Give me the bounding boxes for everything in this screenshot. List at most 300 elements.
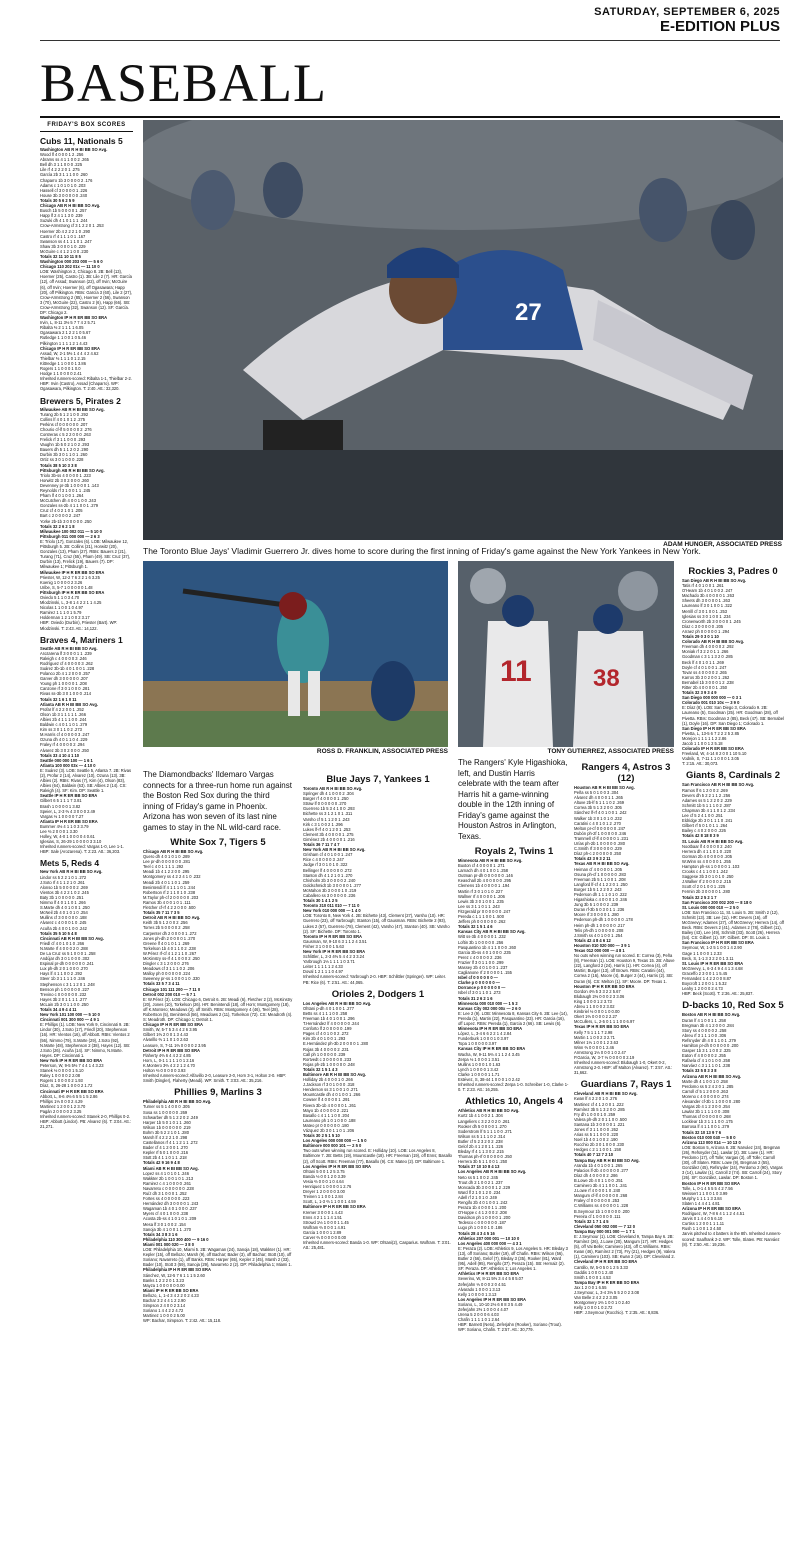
batting-line: Totals 34 4 9 4 4 11 xyxy=(40,1007,77,1012)
game-headline: Brewers 5, Pirates 2 xyxy=(40,395,121,406)
pitching-line: Strowd 1⅓ 1 0 0 0 1 1.45 xyxy=(303,1219,349,1225)
batting-line: Stott 2b 4 1 1 0 1 1 .218 xyxy=(143,1155,187,1161)
pitching-line: Seattle IP H R ER BB SO ERA xyxy=(40,793,98,799)
pitching-line: Jax 1 2 0 0 1 6.55 xyxy=(574,1284,607,1290)
pitching-line: Atlanta IP H R ER BB SO ERA xyxy=(40,818,98,824)
box-score xyxy=(40,136,133,392)
batting-line: Perdomo ss 5 2 4 2 0 1 .285 xyxy=(682,1083,734,1089)
batting-line: Turner ss 5 1 4 0 0 0 .305 xyxy=(143,1104,190,1110)
batting-line: Gilbert rf 5 0 1 0 1 1 .264 xyxy=(682,823,728,829)
batting-line: Moncada 3b 3 0 0 0 1 2 .229 xyxy=(458,1184,511,1190)
batting-line: Massey 2b 4 0 1 0 0 1 .237 xyxy=(458,964,508,970)
pitching-line: Stanek ⅓ 0 0 0 0 1 5.10 xyxy=(40,1068,84,1074)
batting-line: Totals 38 5 10 3 3 8 xyxy=(40,462,77,468)
pitching-line: Miami IP H R ER BB SO ERA xyxy=(143,1287,199,1293)
batting-line: Detroit AB R H BI BB SO Avg. xyxy=(143,915,201,921)
batting-line: Burger 1b 5 1 2 2 0 2 .243 xyxy=(574,886,622,892)
pitching-line: Leiter 1 1 1 1 1 2 4.33 xyxy=(303,964,343,970)
batting-line: Meadi 1b 4 1 2 2 0 0 .295 xyxy=(143,869,190,875)
batting-line: C.Williams ss 4 0 0 0 0 1 .228 xyxy=(574,1203,629,1209)
pitching-line: Rogers 1 0 0 0 0 2 1.93 xyxy=(40,1078,83,1084)
game-tail-notes: Inherited runners-scored: Blubaugh 1-0, Okert 0-2, Armstrong 2-0. HBP: off Malton (Alvarez). T: 3:57. Att.: 31,662. xyxy=(574,1060,673,1076)
batting-line: Nimmo lf 4 0 1 1 0 1 .266 xyxy=(40,900,86,906)
batting-line: Dubón ph-2f 1 0 0 0 0 0 .246 xyxy=(574,830,627,836)
box-scores-column-5 xyxy=(574,758,678,1538)
pitching-line: Armstrong 1⅓ 0 0 0 1 0 2.47 xyxy=(574,1049,626,1055)
batting-line: Lindor ss 5 2 2 1 0 1 .272 xyxy=(40,874,87,880)
batting-line: Stanton dh 4 1 2 1 0 1 .270 xyxy=(303,872,353,878)
batting-line: Baty 3b 1 0 0 0 0 0 .251 xyxy=(40,894,84,900)
pitching-line: Montgomery 1⅔ 1 0 0 1 0 2.40 xyxy=(574,1300,630,1306)
pitching-line: New York IP H R ER BB SO ERA xyxy=(303,949,366,954)
batting-line: Chapman 3b 4 1 1 0 1 2 .234 xyxy=(682,807,736,813)
batting-line: Lugo ph 1 0 0 0 1 0 .186 xyxy=(458,1225,503,1231)
batting-line: Wallner rf 4 0 0 0 0 1 .206 xyxy=(458,893,505,899)
batting-line: Herrera 3b 5 1 1 0 0 1 .250 xyxy=(458,1159,508,1165)
pitching-line: Estévez, S, 38-44 1 0 0 0 1 0 2.42 xyxy=(458,1077,520,1083)
batting-line: Adams c 1 0 1 0 1 0 .203 xyxy=(40,182,86,188)
pitching-line: Jacob 1 1 0 0 1 2 5.18 xyxy=(682,741,723,746)
batting-line: Isbel cf 3 0 1 1 0 1 .273 xyxy=(458,990,501,996)
box-scores-column-1 xyxy=(40,120,133,1538)
batting-line: O'Hearn 1b 4 0 1 0 0 2 .247 xyxy=(682,588,733,594)
batting-line: Texas AB R H BI BB SO Avg. xyxy=(574,861,630,867)
batting-line: Doyle cf 4 0 1 0 0 1 .247 xyxy=(682,664,727,670)
batting-line: J.Smith ss 4 0 1 0 0 1 .254 xyxy=(574,932,623,938)
box-score xyxy=(574,1079,678,1315)
pitching-line: Treinen 1 1 0 0 1 2.84 xyxy=(303,1194,343,1200)
game-headline: Athletics 10, Angels 4 xyxy=(465,1096,563,1108)
pitching-line: McCullers, L, 2-5 0 1 1 1 0 0 6.97 xyxy=(574,1019,635,1025)
game-notes: E: Díaz (8). LOB: San Diego 3, Colorado 9. 2B: Laureano (5), Goodman (25). HR: Goodman (28), off Pivetta. RBIs: Goodman 2 (85), Beck (47). SB: Bernabel (1), Doyle (16). DP: San Diego 1; Colorado 1. xyxy=(682,705,784,726)
batting-line: Palacios lf-2b 4 0 0 0 0 0 .277 xyxy=(574,1167,629,1173)
batting-line: Totals 42 8 18 8 3 9 xyxy=(682,833,719,839)
pitching-line: Ramirez 1 1 1 0 1 5.79 xyxy=(40,610,82,616)
pitching-line: Milner 1⅓ 1 0 0 1 2 3.63 xyxy=(574,1039,619,1045)
vargas-swing-illustration xyxy=(143,561,448,747)
batting-line: Devenney pr-3b 1 0 0 0 0 1 .143 xyxy=(40,482,99,488)
batting-line: Osuna ph-cf 1 0 0 0 0 0 .283 xyxy=(574,871,626,877)
pitching-line: Thielbar ⅔ 1 1 1 0 1 2.15 xyxy=(40,355,86,361)
batting-line: Suárez 3b-1b 4 0 1 0 0 1 .228 xyxy=(40,666,95,671)
batting-line: Refsnyder dh 4 0 1 1 0 1 .279 xyxy=(682,1037,736,1043)
game-tail-notes: Inherited runners-scored: Banda 1-0. WP: Ohtani(2), Casparius. Wolfram. T: 3:01. Att.: 25,481. xyxy=(303,1240,451,1251)
batting-line: New York 101 100 000 — 5 10 0 xyxy=(40,1012,100,1018)
batting-line: García 2b 3 1 1 1 0 0 .260 xyxy=(40,172,88,178)
batting-line: Bleday rf 4 1 1 3 0 2 .215 xyxy=(458,1149,504,1155)
game-tail-notes: HBP: Oviedo (Durbin), Priester (Bart). WP: Mlodzinski. T: 2:43. Att.: 14,122. xyxy=(40,620,118,631)
batting-line: Totals 30 5 6 2 5 9 xyxy=(40,197,75,203)
pitching-line: Boycroft 1 2 0 0 1 1 5.32 xyxy=(682,981,727,987)
game-notes: LOB: San Francisco 11, St. Louis 5. 2B: Smith 2 (12), Schmitt (13). 3B: Lee (11). HR: Devers (16), off McGreevy; Adames (27), off McGreevy; Herrera (14), off Beck. RBIs: Devers 2 (41), Adames 2 (78), Gilbert (11), Bailey (43), Lee (49), Schmitt (33), Scott (26), Herrera (54). CS: Gilbert (1). SF: Gilbert. DP: St. Louis 1. xyxy=(682,909,784,941)
pitching-line: Gilbert 6 5 1 1 1 7 3.81 xyxy=(40,798,82,804)
batting-line: Toronto 310 011 010 — 7 11 0 xyxy=(303,903,360,909)
game-notes: E: W.Pérez (3). LOB: Chicago 6, Detroit 6. 2B: Meadi (6), Fletcher 2 (2), McKinstry (20), Jones (10), Torkelson (26). HR: Benintendi (18), off Horn; Montgomery (18), off K.Montero; Meadows (3), off Smith. RBIs: Montgomery 4 (46), Teel (28), Robertson (5), Benintendi (56), Meadows 2 (11), Torkelson (72). CS: Meadroth (4). S: Meadroth. DP: Chicago 1; Detroit 1. xyxy=(143,996,293,1023)
batting-line: Bell dh 3 1 1 0 0 0 .225 xyxy=(40,162,83,168)
batting-line: Mayo 1b 4 0 0 0 0 2 .221 xyxy=(303,1107,349,1113)
pitching-line: Martinez 1 0 0 0 2 5.00 xyxy=(143,1313,185,1319)
box-scores-column-2 xyxy=(143,770,293,1538)
box-scores-column-4 xyxy=(458,758,570,1538)
batting-line: Totals 32 11 10 11 8 5 xyxy=(40,253,81,259)
pitching-line: Kelly 1 0 0 0 1 0 2.72 xyxy=(574,1305,613,1311)
pitching-line: Los Angeles IP H R ER BB SO ERA xyxy=(303,1163,372,1169)
pitching-line: Hodge 1 1 0 0 0 0 2.41 xyxy=(40,371,82,377)
batting-line: Keith 3b 5 1 2 0 0 2 .256 xyxy=(143,920,188,926)
pitching-line: Pittsburgh IP H R ER BB SO ERA xyxy=(40,589,105,595)
batting-line: Philadelphia AB R H BI BB SO Avg. xyxy=(143,1099,212,1105)
batting-line: Boston AB R H BI BB SO Avg. xyxy=(682,1012,741,1018)
batting-line: Sweeney pr-ss 1 0 0 0 1 0 .330 xyxy=(143,976,200,982)
pitching-line: Washington IP H R ER BB SO ERA xyxy=(40,315,108,321)
game-headline: Cubs 11, Nationals 5 xyxy=(40,136,123,146)
pitching-line: Kittredge 1 1 0 0 0 1 3.86 xyxy=(40,360,86,366)
batting-line: Castellanos rf 4 1 1 2 1 1 .272 xyxy=(143,1140,198,1146)
pitching-line: Alvarado 1 0 0 0 1 3.13 xyxy=(458,1286,501,1292)
batting-line: Cronenworth 2b 3 0 0 0 0 1 .245 xyxy=(682,618,741,624)
batting-line: Myers cf 4 0 1 0 0 0 .238 xyxy=(143,1211,189,1217)
batting-line: Carroll cf 5 1 2 0 0 0 .263 xyxy=(682,1088,728,1094)
batting-line: Tovar ss 4 0 0 0 0 2 .265 xyxy=(682,669,727,675)
batting-line: Martin rf 3 0 1 0 1 0 .227 xyxy=(458,888,503,894)
pitching-line: Kelly 7 5 1 1 1 7 2.98 xyxy=(574,1029,613,1035)
batting-line: Trout dh 2 1 0 0 2 1 .237 xyxy=(458,1179,503,1185)
box-score xyxy=(40,396,133,631)
batting-line: Acosta 2b-ss 4 1 0 1 0 1 .209 xyxy=(143,1216,197,1222)
batting-line: Contreras c 5 2 2 0 0 0 .263 xyxy=(40,431,91,437)
batting-line: Goldschmidt 1b 3 0 0 0 0 1 .277 xyxy=(303,882,362,888)
pitching-line: Zerpa ⅓ 1 0 0 0 1 3.51 xyxy=(458,1056,500,1062)
batting-line: Hamilton pr-dh 0 0 0 0 0 0 .200 xyxy=(682,1042,739,1048)
pitching-line: Arizona IP H R ER BB SO ERA xyxy=(682,1205,741,1211)
batting-line: Kim 2b 4 0 1 0 0 1 .293 xyxy=(303,1036,346,1042)
pitching-line: Raley 1 0 0 0 0 2 2.08 xyxy=(40,1073,81,1079)
game-headline: Blue Jays 7, Yankees 1 xyxy=(326,774,430,785)
rangers-celebration-illustration xyxy=(458,561,674,747)
batting-line: Jones rf 3 1 1 0 0 0 .262 xyxy=(574,1127,619,1132)
batting-line: Díaz ph-c 2 0 0 0 0 0 .250 xyxy=(574,851,622,857)
batting-line: Houston 010 020 000 — 3 9 1 xyxy=(574,942,630,948)
batting-line: C.Smith rf 3 0 0 0 0 0 .229 xyxy=(574,846,622,852)
games-column-3 xyxy=(303,774,453,1250)
batting-line: Atlanta AB R H BI BB SO Avg. xyxy=(40,701,98,707)
batting-line: B.Lowe 2b 4 0 1 1 0 0 .251 xyxy=(574,1177,623,1183)
pitching-line: Rush 1 1 0 0 1 3 4.50 xyxy=(682,1226,722,1232)
batting-line: Totals 32 3 9 3 4 9 xyxy=(682,690,717,696)
batting-line: Alvarez c 4 0 0 0 1 0 .245 xyxy=(40,920,87,926)
pitching-line: Blubaugh 2⅓ 0 0 0 2 3 3.06 xyxy=(574,993,625,999)
pitching-line: Weissert 1 1 0 0 1 0 3.99 xyxy=(682,1190,728,1196)
batting-line: Díaz c 3 0 0 0 0 0 .205 xyxy=(682,623,724,629)
pitching-line: Clarke 1 0 0 0 0 1 1.71 xyxy=(458,1071,500,1077)
game-notes: E: Phillips (1). LOB: New York 9, Cincinnati 9. 2B: Lindor (30), J.Soto (17), Friedl (20), Stephenson (16). HR: Vientos (16), off Abbott. RBIs: Vientos 2 (56), Nimmo (79), S.Marte (29), J.Soto (92), N.Marte (48), Stephenson 2 (38), Hayes (12). SB: J.Soto (26). Acuña (14). SF: Nimmo, N.Marte. Hayes. DP: Cincinnati 1. xyxy=(40,1022,131,1058)
batting-line: Rojas ph-2b 1 0 0 0 0 0 .248 xyxy=(303,1061,355,1067)
batting-line: W.Pérez rf-cf 4 1 2 1 1 0 .267 xyxy=(143,950,197,956)
pitching-line: Bachar 3 2 4 4 1 2 2.90 xyxy=(143,1297,186,1303)
pitching-line: Philadelphia IP H R ER BB SO ERA xyxy=(143,1267,211,1273)
batting-line: Totals 42 9 16 9 4 8 xyxy=(143,1160,180,1166)
batting-line: Kurtz 1b 4 1 0 0 2 1 .304 xyxy=(458,1113,503,1119)
batting-line: Ortiz ss 3 0 1 0 0 0 .228 xyxy=(40,457,84,463)
game-notes: E: Peraza (2). LOB: Athletics 9, Los Angeles 5. HR: Bleday 3 (13), off Soriano; Butler (19), off Chafin. RBIs: Wilson (56), Butler 2 (56), Gelof (7), Bleday 3 (35), Rooker (81), Ward (95), Adell (95), Rengifo (37). Peraza (15). SB: Hernaiz (2). SF: Peraza. DP: Athletics 1; Los Angeles 1. xyxy=(458,1245,568,1272)
batting-line: J.Lowe rf 4 0 0 0 1 0 .240 xyxy=(574,1188,621,1194)
batting-line: Cincinnati AB R H BI BB SO Avg. xyxy=(40,935,104,941)
batting-line: Mesa lf 3 0 1 0 0 2 .154 xyxy=(143,1221,186,1227)
batting-line: Garver dh 3 0 0 0 0 0 .207 xyxy=(40,676,88,682)
guerrero-dive-illustration xyxy=(143,120,783,540)
game-headline: White Sox 7, Tigers 5 xyxy=(170,837,266,848)
batting-line: Ohtani p-dh 4 0 1 0 0 1 .277 xyxy=(303,1005,354,1011)
batting-line: Adames ss 5 1 2 2 0 2 .229 xyxy=(682,797,732,803)
batting-line: Totals 43 3 9 3 2 11 xyxy=(574,856,611,862)
batting-line: Benintendi lf 4 1 1 1 0 1 .244 xyxy=(143,884,196,890)
batting-line: Lee pr-dh 0 0 0 0 0 0 .281 xyxy=(143,859,191,865)
games-column-4 xyxy=(458,846,570,1332)
batting-line: Lee ss 3 1 1 0 1 1 .243 xyxy=(458,903,500,909)
pitching-line: Holley, W, 4-0 1 0 0 0 0 4 0.61 xyxy=(40,834,95,840)
batting-line: Frazier lf 3 0 1 1 0 0 .299 xyxy=(458,959,504,965)
pitching-line: Ohtani 5 0 0 1 2 5 3.75 xyxy=(303,1168,345,1174)
pitching-line: San Francisco IP H R ER BB SO ERA xyxy=(682,940,754,946)
friday-box-scores-label: FRIDAY'S BOX SCORES xyxy=(40,120,133,132)
batting-line: Kansas City AB R H BI BB SO Avg. xyxy=(458,929,526,935)
pitching-line: Topa 1 0 0 0 0 0 3.97 xyxy=(458,1041,497,1047)
batting-line: Saggese 3b 3 0 1 0 1 0 .250 xyxy=(682,874,734,880)
pitching-line: Baltimore IP H R ER BB SO ERA xyxy=(303,1204,366,1210)
batting-line: Young ph 1 0 0 0 0 1 .208 xyxy=(40,681,87,687)
game-tail-notes: WP: Bachar, Simpson. T: 2:42. Att.: 15,118. xyxy=(143,1318,222,1324)
batting-line: Duran rf-3b 5 0 3 0 1 1 .236 xyxy=(574,907,625,913)
batting-line: Los Angeles AB R H BI BB SO Avg. xyxy=(303,1000,372,1006)
batting-line: Martinez cf 4 1 2 0 0 1 .222 xyxy=(574,1101,624,1107)
batting-line: M.Taylor ph-cf 2 0 0 0 0 0 .203 xyxy=(143,894,199,900)
batting-line: Schwarber dh 5 1 2 2 0 2 .249 xyxy=(143,1114,198,1120)
batting-line: Sheets dh 3 0 0 0 0 1 .263 xyxy=(682,598,731,604)
batting-line: Totals 33 5 8 3 3 8 xyxy=(682,1068,717,1074)
batting-line: Sanoja 3b 4 1 0 0 1 1 .270 xyxy=(143,1226,192,1232)
batting-line: Duran lf 4 1 0 0 1 1 .258 xyxy=(682,1017,726,1023)
games-column-6 xyxy=(682,566,784,1247)
batting-line: Telis ph-dh 1 0 0 0 0 0 .208 xyxy=(574,927,624,933)
batting-line: Bernabel 1b 3 0 0 0 1 2 .238 xyxy=(682,679,734,685)
batting-line: Totals 30 1 4 1 2 5 xyxy=(303,898,338,904)
batting-line: Canzone rf 3 0 1 0 0 0 .281 xyxy=(40,686,90,692)
batting-line: Goodman c 3 1 1 3 2 0 .285 xyxy=(682,654,733,660)
batting-line: Gonzales ss-2b 4 1 1 0 0 1 .279 xyxy=(40,503,99,509)
batting-line: T.Hernández lf 4 0 0 0 0 0 .244 xyxy=(303,1021,359,1027)
batting-line: Los Angeles 400 000 000 — 4 3 1 xyxy=(458,1240,522,1246)
batting-line: Eaton rf 4 0 0 0 0 2 .255 xyxy=(682,1053,726,1059)
batting-line: Springer dh 4 1 0 0 0 2 .304 xyxy=(303,791,354,797)
pitching-line: Soriano, L, 10-10 2⅓ 6 8 8 3 5 4.49 xyxy=(458,1301,523,1307)
batting-line: Totals 36 7 11 7 4 7 xyxy=(303,842,340,848)
batting-line: Carpenter dh 2 0 0 0 0 1 .272 xyxy=(143,930,197,936)
batting-line: Fry dh 1 0 0 0 1 0 .259 xyxy=(574,1111,616,1117)
batting-line: Yorke 2b-1b 3 0 0 0 0 0 .250 xyxy=(40,518,92,524)
batting-line: Rooker dh 5 0 0 0 0 1 .270 xyxy=(458,1123,507,1129)
batting-line: Straw lf 0 0 0 0 0 0 .270 xyxy=(303,801,347,807)
batting-line: Thomas cf 0 0 0 0 0 0 .268 xyxy=(682,1114,731,1120)
batting-line: Swanson ss 4 1 1 1 0 1 .247 xyxy=(40,238,92,244)
batting-line: Narváez c 3 1 1 1 0 1 .238 xyxy=(682,1063,731,1069)
batting-line: Scott cf 2 0 1 0 0 1 .225 xyxy=(682,884,726,890)
game-headline: Mets 5, Reds 4 xyxy=(40,858,100,869)
batting-line: Sánchez lf-rf 4 0 1 0 0 1 .242 xyxy=(574,810,627,816)
game-tail-notes: HBP: J.Seymour (Rocchio). T: 2:35. Att.: 8,836. xyxy=(574,1310,660,1316)
batting-line: Tampa Bay 000 001 000 — 1 7 1 xyxy=(574,1228,635,1234)
batting-line: Chicago 110 202 01x — 11 10 0 xyxy=(40,264,100,270)
batting-line: Chourio cf-lf 5 0 0 0 0 2 .276 xyxy=(40,426,92,432)
pitching-line: Mlodzinski, L, 3-8 1 4 2 2 1 1 4.25 xyxy=(40,600,102,606)
batting-line: San Francisco 200 002 200 — 8 18 0 xyxy=(682,899,752,905)
pitching-line: Brash 1 0 0 0 0 1 3.82 xyxy=(40,803,81,809)
batting-line: Gasper 1b 3 1 1 0 0 2 .325 xyxy=(682,1048,731,1054)
batting-line: Vázquez 2b 3 0 1 1 0 1 .206 xyxy=(303,1128,355,1133)
batting-line: Freeman dh 4 0 0 0 0 2 .292 xyxy=(682,644,734,650)
jersey-right: 38 xyxy=(593,665,620,692)
batting-line: Dingler c 3 1 2 0 0 0 .276 xyxy=(143,961,189,967)
pitching-line: Okert 1⅔ 0 0 0 0 2 2.27 xyxy=(574,1014,618,1020)
batting-line: E.Hernández ph-3b 2 0 0 0 0 1 .280 xyxy=(303,1041,369,1047)
batting-line: Rortvedt c 3 0 0 0 0 0 .233 xyxy=(303,1056,352,1062)
pitching-line: Winn ⅔ 0 0 0 0 1 2.46 xyxy=(574,1044,615,1050)
batting-line: B.Seymour 1b 1 0 0 0 0 0 .200 xyxy=(574,1208,630,1214)
batting-line: Totals 32 1 7 1 4 5 xyxy=(574,1218,609,1224)
pitching-line: Chafin 1 1 1 1 0 1 2.64 xyxy=(458,1317,500,1323)
box-score xyxy=(40,858,133,1129)
pitching-line: Chicago IP H R ER BB SO ERA xyxy=(40,345,100,351)
batting-line: Basallo c 4 1 1 1 0 0 .204 xyxy=(303,1112,350,1118)
game-tail-notes: HBP: Barnett (Neto), Zeferjahn (Rooker), Soriano (Trout). WP: Soriano, Chafin. T: 2:57. Att.: 30,779. xyxy=(458,1322,562,1333)
batting-line: Bader cf 4 1 2 0 0 1 .270 xyxy=(143,1145,188,1151)
batting-line: Steer 1b 3 1 1 1 1 0 .246 xyxy=(40,976,86,982)
pitching-line: Mayza 1 0 0 0 0 0 0.00 xyxy=(143,1282,185,1288)
batting-line: Hays lf 4 1 1 0 0 2 .292 xyxy=(40,971,83,977)
batting-line: Athletics 207 000 001 — 10 10 0 xyxy=(458,1235,520,1241)
pitching-line: Kremer 3 0 0 0 1 4.43 xyxy=(303,1209,343,1215)
batting-line: Witt ss-3b 4 0 0 0 0 1 .232 xyxy=(458,934,506,940)
jersey-number: 27 xyxy=(515,299,542,326)
pitching-line: Milwaukee IP H R ER BB SO ERA xyxy=(40,569,105,575)
batting-line: Chicago AB R H BI BB SO Avg. xyxy=(40,203,101,209)
game-tail-notes: Inherited runners-scored: Zerpa 1-0. Schreiber 1-0, Clarke 1-0. T: 2:23. Att.: 16,255. xyxy=(458,1082,569,1093)
pitching-line: Martinez 1 2 0 0 1 2 3.70 xyxy=(40,1103,86,1109)
batting-line: Higashioka c 4 0 0 0 1 0 .246 xyxy=(574,897,628,903)
batting-line: Quero dh 4 0 1 0 1 0 .289 xyxy=(143,854,190,860)
batting-line: House 3b 3 0 0 0 0 0 .240 xyxy=(40,192,88,198)
batting-line: Collins lf 4 0 1 0 1 2 .275 xyxy=(40,416,86,422)
game-tail-notes: Inherited runners-scored: Vargas 1-0, Lee 1-1. HBP: Sale (Arozarena). T: 2:23. Att.: 36,203. xyxy=(40,844,124,855)
batting-line: Ritter 2b 4 0 0 0 0 1 .250 xyxy=(682,684,728,690)
box-score xyxy=(458,846,570,1092)
pitching-line: Banks 1 2 2 2 0 1 3.23 xyxy=(143,1277,184,1283)
batting-line: Tatis rf 4 0 1 0 0 1 .261 xyxy=(682,583,724,589)
batting-line: Pittsburgh AB R H BI BB SO Avg. xyxy=(40,467,105,473)
batting-line: Marsh lf 4 2 2 2 1 0 .298 xyxy=(143,1134,188,1140)
batting-line: Ramos 3b 4 0 0 1 0 1 .111 xyxy=(143,899,191,905)
batting-line: Totals 34 3 8 3 1 6 xyxy=(143,1231,178,1237)
pitching-line: Ribalta ⅔ 2 1 1 1 1 6.05 xyxy=(40,325,84,331)
batting-line: Heiman cf 4 0 0 0 0 1 .205 xyxy=(574,866,623,872)
batting-line: Alexander cf-3b 1 1 0 0 0 0 .280 xyxy=(682,1099,741,1104)
pitching-line: Chicago IP H R ER BB SO ERA xyxy=(143,1022,203,1028)
vargas-photo-credit: ROSS D. FRANKLIN, ASSOCIATED PRESS xyxy=(316,748,448,755)
batting-line: Hampton ph-ss 1 0 0 0 0 1 .103 xyxy=(682,863,740,869)
batting-line: Wagaman 1b 4 0 1 0 0 0 .237 xyxy=(143,1206,197,1212)
vargas-photo-caption: The Diamondbacks' Ildemaro Vargas connects for a three-run home run against the Boston Red Sox during the third inning of Friday's game in Phoenix. Arizona has won seven of its last nine games to stay in the NL wild-card race. xyxy=(143,770,292,832)
batting-line: Wilson ss 5 1 1 1 0 2 .314 xyxy=(458,1133,506,1139)
batting-line: Malloy ph 0 0 0 0 0 0 .224 xyxy=(143,971,191,977)
pitching-line: Seymour, W, 1-2 5 1 0 0 1 4 2.90 xyxy=(682,945,742,951)
batting-line: J.Walker rf 2 0 0 0 0 2 .215 xyxy=(682,879,731,885)
batting-line: Pereira cf 1 0 0 0 0 0 .111 xyxy=(574,1213,621,1219)
batting-line: Wilson 1b 0 0 0 0 0 0 .219 xyxy=(143,1124,191,1130)
batting-line: Bregman 3b 4 1 2 0 0 0 .284 xyxy=(682,1022,734,1028)
batting-line: Ruíz dh 3 1 0 0 0 1 .252 xyxy=(143,1191,187,1196)
batting-line: Wood lf 4 0 0 0 1 2 .256 xyxy=(40,152,84,158)
pitching-line: Iglesias, S, 26-29 1 0 0 0 0 3 3.10 xyxy=(40,839,102,845)
batting-line: Kim ss 3 0 1 1 0 2 .273 xyxy=(40,727,82,733)
batting-line: Caglianone rf 2 0 0 0 0 1 .155 xyxy=(458,970,512,976)
batting-line: Fermin 2b 3 0 0 0 0 1 .280 xyxy=(682,889,731,895)
batting-line: Ramírez 3b 5 1 3 2 0 0 .285 xyxy=(574,1106,625,1112)
game-notes: E: Suárez (3). LOB: Seattle 5, Atlanta 7. 2B: Rivas (2), Profar 2 (14), Alvarez (10), Ozuna (13). 3B: Albies (2). RBIs: Rivas (7), Kim (4), Olson (83), Albies (64), Baldwin (63). SB: Albies 2 (14). CS: Raleigh (4). SF: Kim. DP: Seattle 1. xyxy=(40,767,132,794)
batting-line: Schmitt 1b 5 1 1 1 0 2 .287 xyxy=(682,802,731,808)
batting-line: Castro rf 4 1 1 1 0 1 .167 xyxy=(40,233,86,239)
batting-line: Loftin 3b 1 0 0 0 0 0 .256 xyxy=(458,939,504,945)
batting-line: Moore rf 3 0 0 0 0 1 .280 xyxy=(574,912,619,918)
batting-line: Seattle AB R H BI BB SO Avg. xyxy=(40,645,98,651)
batting-line: Acuña 2b 4 0 0 1 0 0 .242 xyxy=(40,925,87,931)
batting-line: Conforto lf 2 0 0 0 0 0 .199 xyxy=(303,1026,352,1032)
batting-line: Soderstrom lf 5 1 1 1 0 0 .271 xyxy=(458,1128,512,1134)
game-notes: LOB: Toronto 8, New York 4. 2B: Bichette (43), Clement (27), Varsho (10). HR: Guerrero (23), off Yarbrough; Stanton (15), off Gausman. RBIs: Bichette 2 (93), Lukes 2 (57), Guerrero (78), Clement (42), Varsho (47), Stanton (40). SB: Varsho (2). SF: Bichette. DP: Toronto 1. xyxy=(303,913,450,934)
pitching-line: Holton ⅔ 0 0 0 0 0 3.93 xyxy=(143,1068,186,1074)
game-headline: Guardians 7, Rays 1 xyxy=(580,1079,672,1091)
batting-line: Totals 40 7 12 7 2 10 xyxy=(574,1152,614,1158)
batting-line: Horwitz 2b 3 0 2 0 0 0 .260 xyxy=(40,477,89,483)
batting-line: Durbin 3b 3 0 1 1 0 1 .260 xyxy=(40,452,88,458)
game-headline: Giants 8, Cardinals 2 xyxy=(686,770,780,782)
game-headline: Royals 2, Twins 1 xyxy=(474,846,554,857)
pitching-line: Cantillo, W, 5-0 5 0 1 2 5 3.33 xyxy=(574,1264,628,1270)
batting-line: Baldwin c 4 0 1 1 0 1 .279 xyxy=(40,722,88,728)
batting-line: San Francisco AB R H BI BB SO Avg. xyxy=(682,782,755,788)
batting-line: Clement 3b 4 0 0 0 0 1 .275 xyxy=(303,831,354,837)
pitching-line: Scott, L, 1-3 ⅔ 1 1 0 0 1 4.59 xyxy=(303,1199,356,1205)
main-photo-caption: The Toronto Blue Jays' Vladimir Guerrero Jr. dives home to score during the first inning of Friday's game against the New York Yankees in New York. xyxy=(143,546,701,556)
box-score xyxy=(574,762,678,1075)
batting-line: O'Hoppe c 4 1 2 0 0 2 .208 xyxy=(458,1210,507,1216)
batting-line: Rengifo 2b 4 0 1 0 0 1 .242 xyxy=(458,1200,508,1205)
batting-line: Lux ph-dh 2 0 1 0 0 0 .270 xyxy=(40,966,88,972)
batting-line: McMahon 3b 3 0 0 0 1 0 .219 xyxy=(303,887,357,893)
batting-line: Karros 3b 3 0 2 0 0 1 .262 xyxy=(682,674,730,680)
pitching-line: Flaherty 4⅔ 6 4 4 2 2 4.85 xyxy=(143,1052,191,1058)
batting-line: Alvarez dh 4 0 0 0 1 1 .265 xyxy=(574,795,623,801)
batting-line: Giménez 2b 4 0 0 0 0 1 .216 xyxy=(303,836,355,842)
batting-line: Miami 001 000 020 — 3 8 0 xyxy=(143,1241,194,1247)
batting-line: Locklear 1b 3 1 1 1 0 0 .175 xyxy=(682,1119,733,1125)
batting-line: Caballero ss 3 0 0 0 0 0 .236 xyxy=(303,892,356,898)
batting-line: Hedges c 2 1 1 0 0 1 .158 xyxy=(574,1147,621,1153)
batting-line: Holliday 2b 4 0 0 0 1 0 .266 xyxy=(303,1077,353,1083)
pitching-line: Murphy 1 1 1 1 3 3.84 xyxy=(682,1195,722,1201)
batting-line: Valera ph-dh 2 0 1 1 0 0 .500 xyxy=(574,1116,627,1122)
pitching-line: Smith, W, 5-7 5 3 4 4 2 6 3.95 xyxy=(143,1027,198,1033)
batting-line: Frelick rf 3 1 1 0 0 0 .293 xyxy=(40,437,86,443)
pitching-line: Alvarillo ⅔ 1 1 0 1 0 2.63 xyxy=(143,1037,189,1043)
